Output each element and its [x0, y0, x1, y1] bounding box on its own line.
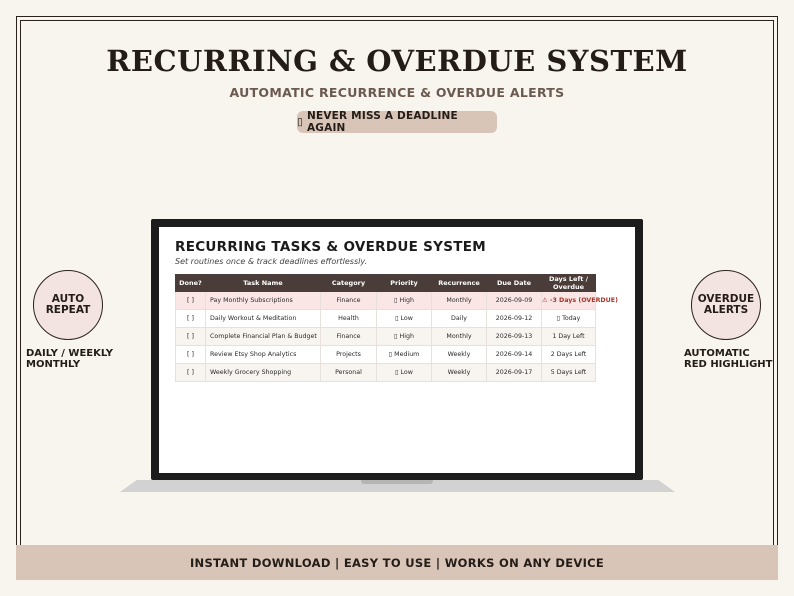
priority-cell[interactable]: ▯ High	[377, 328, 432, 346]
priority-cell[interactable]: ▯ Low	[377, 310, 432, 328]
caption-line: MONTHLY	[26, 359, 81, 370]
column-header-due-date[interactable]: Due Date	[487, 275, 542, 292]
page-subtitle: AUTOMATIC RECURRENCE & OVERDUE ALERTS	[229, 85, 565, 100]
sheet-subtitle: Set routines once & track deadlines effortlessly.	[175, 257, 368, 266]
calendar-icon: ▯	[297, 116, 303, 128]
spreadsheet-view	[159, 227, 635, 473]
page-title: RECURRING & OVERDUE SYSTEM	[106, 44, 688, 78]
auto-repeat-caption	[26, 348, 113, 370]
column-header-priority[interactable]: Priority	[377, 275, 432, 292]
auto-repeat-badge	[33, 270, 103, 340]
tagline-text: NEVER MISS A DEADLINE AGAIN	[306, 110, 458, 134]
column-header-done[interactable]: Done?	[176, 275, 206, 292]
done-checkbox[interactable]: [ ]	[176, 346, 206, 364]
done-checkbox[interactable]: [ ]	[176, 310, 206, 328]
category-cell[interactable]: Finance	[321, 328, 377, 346]
due-date-cell[interactable]: 2026-09-09	[487, 292, 542, 310]
category-cell[interactable]: Finance	[321, 292, 377, 310]
footer-banner: INSTANT DOWNLOAD | EASY TO USE | WORKS ON ANY DEVICE	[16, 545, 778, 580]
task-name-cell[interactable]: Daily Workout & Meditation	[206, 310, 321, 328]
table-row	[176, 292, 596, 310]
priority-cell[interactable]: ▯ Medium	[377, 346, 432, 364]
days-left-cell: 2 Days Left	[542, 346, 596, 364]
sheet-title: RECURRING TASKS & OVERDUE SYSTEM	[175, 239, 487, 255]
recurrence-cell[interactable]: Daily	[432, 310, 487, 328]
caption-line: RED HIGHLIGHT	[684, 359, 773, 370]
done-checkbox[interactable]: [ ]	[176, 328, 206, 346]
badge-line: REPEAT	[45, 304, 91, 316]
due-date-cell[interactable]: 2026-09-12	[487, 310, 542, 328]
task-name-cell[interactable]: Weekly Grocery Shopping	[206, 364, 321, 382]
badge-line: AUTO	[51, 293, 85, 305]
recurrence-cell[interactable]: Weekly	[432, 364, 487, 382]
badge-line: ALERTS	[703, 304, 749, 316]
task-name-cell[interactable]: Complete Financial Plan & Budget	[206, 328, 321, 346]
due-date-cell[interactable]: 2026-09-13	[487, 328, 542, 346]
tasks-table	[175, 274, 618, 382]
due-date-cell[interactable]: 2026-09-14	[487, 346, 542, 364]
overdue-alerts-badge	[691, 270, 761, 340]
done-checkbox[interactable]: [ ]	[176, 364, 206, 382]
priority-cell[interactable]: ▯ Low	[377, 364, 432, 382]
category-cell[interactable]: Personal	[321, 364, 377, 382]
column-header-category[interactable]: Category	[321, 275, 377, 292]
recurrence-cell[interactable]: Weekly	[432, 346, 487, 364]
table-row	[176, 346, 596, 364]
caption-line: DAILY / WEEKLY	[26, 348, 113, 359]
column-header-task-name[interactable]: Task Name	[206, 275, 321, 292]
days-left-cell: ⚠ -3 Days (OVERDUE)	[542, 292, 596, 310]
recurrence-cell[interactable]: Monthly	[432, 328, 487, 346]
table-header-row	[176, 275, 596, 292]
table-row	[176, 328, 596, 346]
category-cell[interactable]: Projects	[321, 346, 377, 364]
task-name-cell[interactable]: Review Etsy Shop Analytics	[206, 346, 321, 364]
laptop-screen	[151, 219, 643, 480]
due-date-cell[interactable]: 2026-09-17	[487, 364, 542, 382]
column-header-recurrence[interactable]: Recurrence	[432, 275, 487, 292]
caption-line: AUTOMATIC	[684, 348, 750, 359]
table-row	[176, 364, 596, 382]
tagline-pill	[297, 111, 497, 133]
recurrence-cell[interactable]: Monthly	[432, 292, 487, 310]
days-left-cell: ▯ Today	[542, 310, 596, 328]
days-left-cell: 5 Days Left	[542, 364, 596, 382]
laptop-notch	[361, 480, 433, 484]
table-row	[176, 310, 596, 328]
days-left-cell: 1 Day Left	[542, 328, 596, 346]
done-checkbox[interactable]: [ ]	[176, 292, 206, 310]
column-header-days-left[interactable]: Days Left / Overdue	[542, 275, 596, 292]
priority-cell[interactable]: ▯ High	[377, 292, 432, 310]
task-name-cell[interactable]: Pay Monthly Subscriptions	[206, 292, 321, 310]
badge-line: OVERDUE	[697, 293, 755, 305]
category-cell[interactable]: Health	[321, 310, 377, 328]
overdue-alerts-caption	[684, 348, 772, 370]
